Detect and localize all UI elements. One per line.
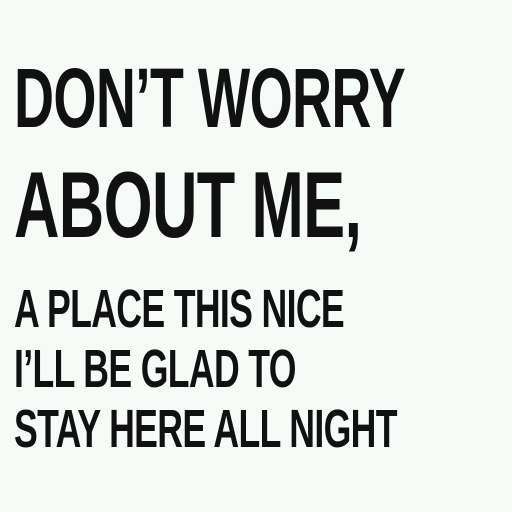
quote-line-4: I’LL BE GLAD TO [14, 339, 296, 399]
quote-line-5: STAY HERE ALL NIGHT [14, 399, 397, 459]
quote-line-1: DON’T WORRY [14, 51, 406, 145]
quote-line-2: ABOUT ME, [14, 152, 362, 257]
quote-line-3: A PLACE THIS NICE [14, 279, 345, 339]
